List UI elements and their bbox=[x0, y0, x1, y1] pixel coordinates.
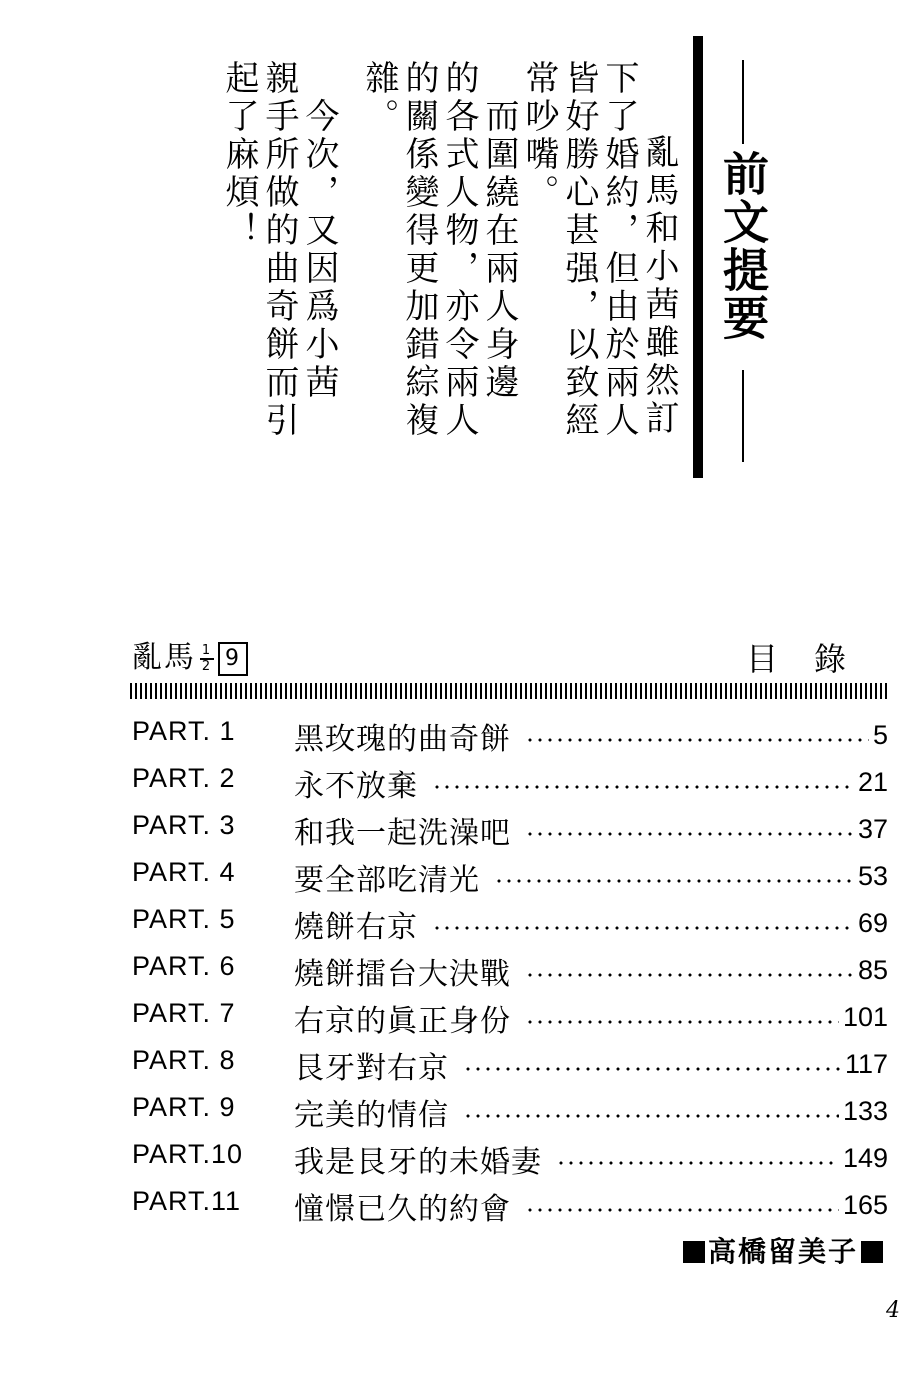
toc-divider bbox=[130, 683, 888, 699]
summary-column: 亂馬和小茜雖然訂 bbox=[639, 134, 679, 438]
series-fraction bbox=[200, 642, 214, 674]
page-number: 133 bbox=[842, 1096, 888, 1126]
chapter-title: 完美的情信 bbox=[294, 1098, 449, 1133]
title-rule-bottom bbox=[742, 370, 744, 462]
page-number: 37 bbox=[857, 814, 888, 844]
part-label: PART. 1 bbox=[132, 716, 236, 746]
toc-row[interactable] bbox=[132, 763, 888, 803]
fraction-numerator: 1 bbox=[201, 642, 213, 658]
toc-row[interactable] bbox=[132, 904, 888, 944]
chapter-title: 黑玫瑰的曲奇餅 bbox=[294, 722, 511, 757]
part-label: PART. 4 bbox=[132, 857, 236, 887]
author-name: 高橋留美子 bbox=[707, 1235, 858, 1268]
fraction-denominator: 2 bbox=[201, 658, 213, 674]
part-label: PART. 2 bbox=[132, 763, 236, 793]
leader-dots bbox=[494, 879, 854, 883]
toc-row[interactable] bbox=[132, 951, 888, 991]
title-rule-top bbox=[742, 60, 744, 144]
page-number: 21 bbox=[857, 767, 888, 797]
summary-column: 而圍繞在兩人身邊 bbox=[479, 60, 519, 402]
page-number: 69 bbox=[857, 908, 888, 938]
part-label: PART. 9 bbox=[132, 1092, 236, 1122]
part-label: PART. 3 bbox=[132, 810, 236, 840]
toc-row[interactable] bbox=[132, 857, 888, 897]
summary-body bbox=[190, 60, 690, 480]
volume-number: 9 bbox=[218, 642, 248, 676]
chapter-title: 我是艮牙的未婚妻 bbox=[294, 1145, 542, 1180]
series-name: 亂馬 bbox=[132, 640, 196, 675]
toc-row[interactable] bbox=[132, 998, 888, 1038]
page-number: 117 bbox=[844, 1049, 888, 1079]
summary-column: 的各式人物，亦令兩人 bbox=[439, 60, 479, 440]
square-bullet-icon bbox=[683, 1241, 705, 1263]
page-number: 101 bbox=[842, 1002, 888, 1032]
page-number: 5 bbox=[872, 720, 888, 750]
leader-dots bbox=[463, 1067, 841, 1071]
page-number: 165 bbox=[842, 1190, 888, 1220]
chapter-title: 右京的眞正身份 bbox=[294, 1004, 511, 1039]
leader-dots bbox=[525, 832, 854, 836]
toc-row[interactable] bbox=[132, 1092, 888, 1132]
leader-dots bbox=[556, 1161, 839, 1165]
summary-heavy-rule bbox=[693, 36, 703, 478]
summary-column: 皆好勝心甚强，以致經 bbox=[559, 60, 599, 440]
leader-dots bbox=[463, 1114, 839, 1118]
leader-dots bbox=[432, 785, 854, 789]
chapter-title: 憧憬已久的約會 bbox=[294, 1192, 511, 1227]
chapter-title: 燒餅右京 bbox=[294, 910, 418, 945]
part-label: PART. 8 bbox=[132, 1045, 236, 1075]
chapter-title: 燒餅擂台大決戰 bbox=[294, 957, 511, 992]
summary-column: 常吵嘴。 bbox=[519, 60, 559, 212]
page-number: 53 bbox=[857, 861, 888, 891]
leader-dots bbox=[525, 738, 869, 742]
leader-dots bbox=[525, 1208, 839, 1212]
toc-row[interactable] bbox=[132, 716, 888, 756]
leader-dots bbox=[525, 973, 854, 977]
part-label: PART. 5 bbox=[132, 904, 236, 934]
toc-series-title bbox=[132, 632, 248, 676]
chapter-title: 和我一起洗澡吧 bbox=[294, 816, 511, 851]
chapter-title: 永不放棄 bbox=[294, 769, 418, 804]
toc-row[interactable] bbox=[132, 1186, 888, 1226]
square-bullet-icon bbox=[861, 1241, 883, 1263]
page-number: 85 bbox=[857, 955, 888, 985]
toc-row[interactable] bbox=[132, 1045, 888, 1085]
part-label: PART. 6 bbox=[132, 951, 236, 981]
leader-dots bbox=[432, 926, 854, 930]
leader-dots bbox=[525, 1020, 839, 1024]
summary-column: 的關係變得更加錯綜複 bbox=[399, 60, 439, 440]
page-number-footer: 4 bbox=[886, 1298, 900, 1323]
toc-heading: 目錄 bbox=[745, 640, 882, 678]
summary-column: 親手所做的曲奇餅而引 bbox=[259, 60, 299, 440]
page-number: 149 bbox=[842, 1143, 888, 1173]
chapter-title: 艮牙對右京 bbox=[294, 1051, 449, 1086]
toc-row[interactable] bbox=[132, 1139, 888, 1179]
chapter-title: 要全部吃清光 bbox=[294, 863, 480, 898]
summary-column: 雜。 bbox=[359, 60, 399, 136]
summary-title-block bbox=[718, 60, 768, 460]
summary-column: 今次，又因爲小茜 bbox=[299, 60, 339, 402]
summary-column: 起了麻煩！ bbox=[219, 60, 259, 250]
part-label: PART. 7 bbox=[132, 998, 236, 1028]
part-label: PART.10 bbox=[132, 1139, 244, 1169]
summary-column: 下了婚約，但由於兩人 bbox=[599, 60, 639, 440]
part-label: PART.11 bbox=[132, 1186, 242, 1216]
summary-title: 前文提要 bbox=[716, 150, 770, 342]
toc-row[interactable] bbox=[132, 810, 888, 850]
author-credit bbox=[680, 1230, 886, 1270]
